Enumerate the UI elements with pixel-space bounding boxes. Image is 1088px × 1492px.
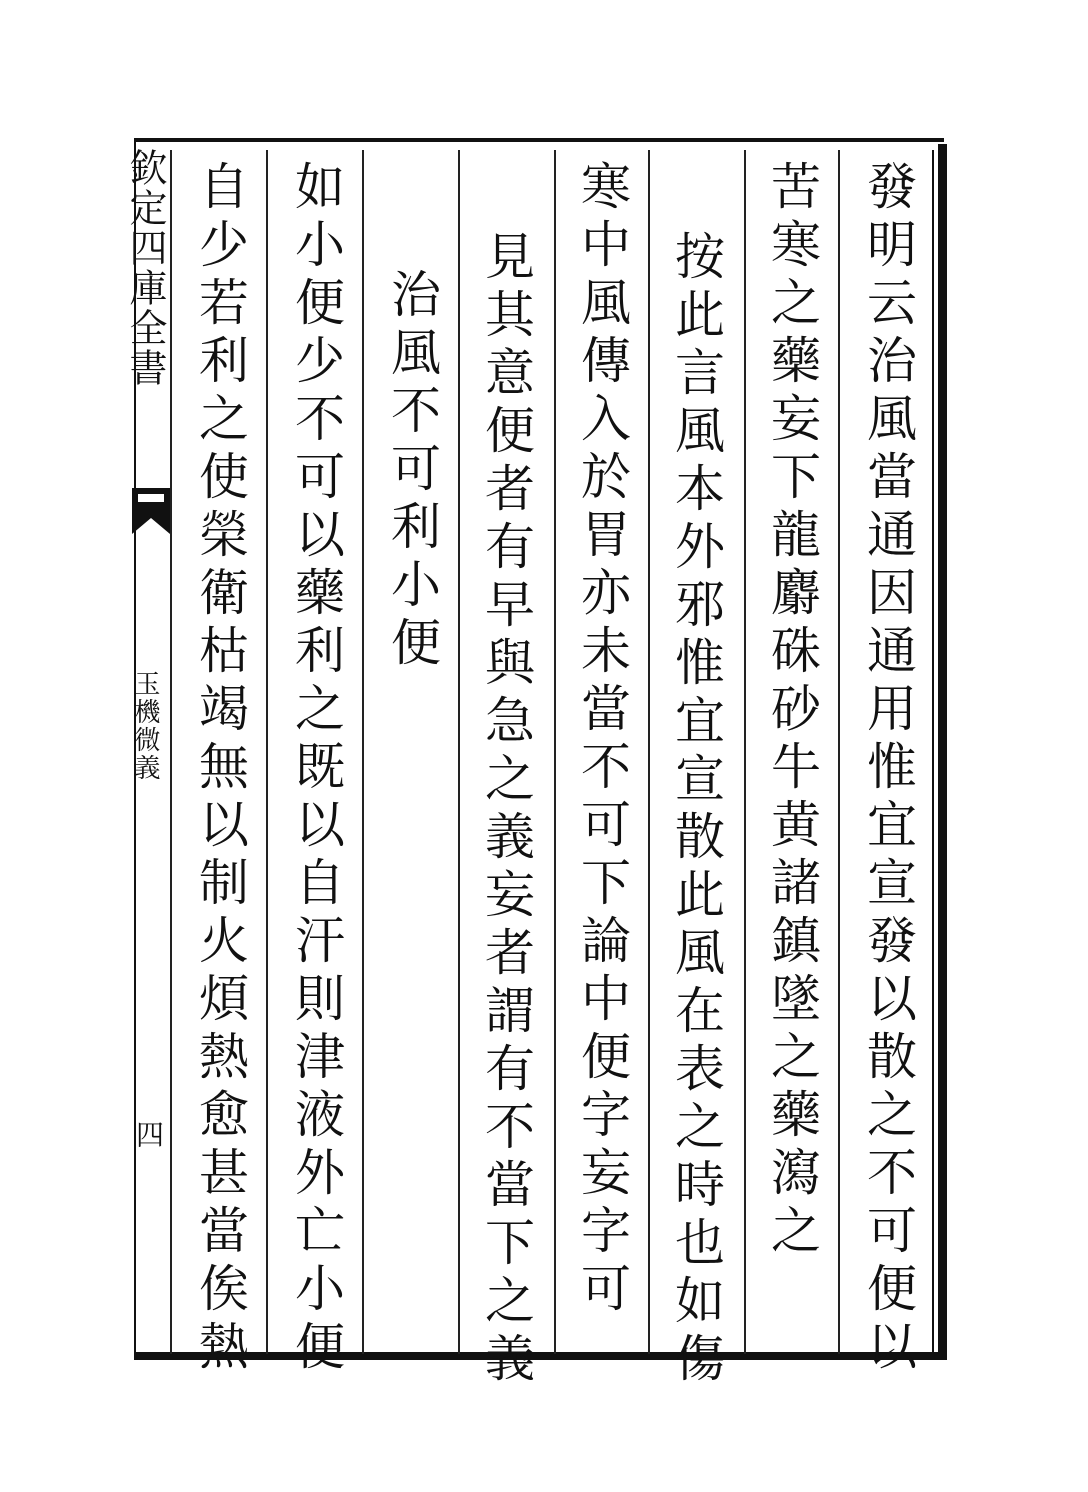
fishtail-mark [132, 488, 170, 534]
banxin-divider [170, 150, 172, 1354]
text-column-1: 發明云治風當通因通用惟宜宣發以散之不可便以 [859, 160, 917, 1378]
text-column-2: 苦寒之藥妄下龍麝硃砂牛黄諸鎮墜之藥瀉之 [763, 160, 821, 1262]
column-divider [554, 150, 556, 1354]
column-divider [744, 150, 746, 1354]
right-border [938, 144, 947, 1360]
banxin-title: 欽定四庫全書 [123, 148, 167, 388]
column-divider [648, 150, 650, 1354]
text-column-5: 見其意便者有早與急之義妄者謂有不當下之義 [477, 230, 535, 1390]
column-divider [838, 150, 840, 1354]
column-divider [362, 150, 364, 1354]
text-column-7: 治風不可利小便 [383, 268, 441, 674]
text-column-8: 如小便少不可以藥利之既以自汗則津液外亡小便 [287, 160, 345, 1378]
right-border-inner [932, 150, 934, 1354]
text-column-9: 自少若利之使榮衛枯竭無以制火煩熱愈甚當俟熱 [191, 160, 249, 1378]
column-divider [458, 150, 460, 1354]
banxin-page-number: 四 [132, 1120, 165, 1148]
column-divider [266, 150, 268, 1354]
text-column-3: 按此言風本外邪惟宜宣散此風在表之時也如傷 [667, 230, 725, 1390]
text-column-4: 寒中風傳入於胃亦未當不可下論中便字妄字可 [573, 160, 631, 1320]
banxin-book-title: 玉機微義 [130, 670, 160, 782]
